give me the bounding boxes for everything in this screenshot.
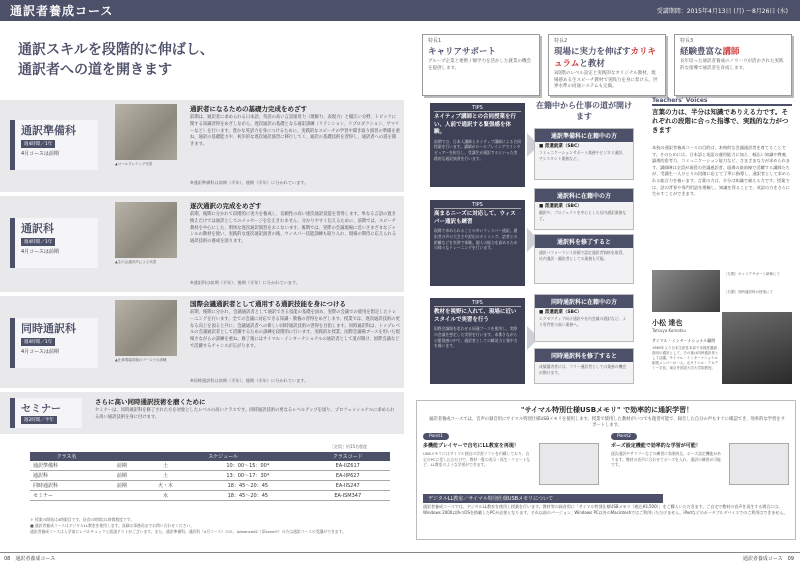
table-row: 通訳準備科 前期 土 10：00～15：00* EA-IIZ617 [30, 461, 390, 471]
usb-section: "サイマル特別仕様USBメモリ" で効率的に通訳学習！ 通訳者養成コースでは、音声の録音用にサイマル特別仕様USBメモリを使用します。授業で使用した教材がいつでも復習可能で、録音した自分の声もすぐに確認でき、効率的な学習をサポートします。 Point1 多機能プレイヤーで自宅にLL教室を再現！ USBメモリにはサイマル独自の学習ソフトを内蔵しており、自宅のPCに差し込むだけで、教材一覧の表示・再生・リピートなど、LL教室のような学習ができます。 Point2 ポーズ設定機能で効率的な学習が可能！ 逐次通訳やサマリーなどの練習に効果的な、ポーズ設定機能があります。教材の音声に合わせてポーズを入れ、通訳の練習が可能です。 デジタルLL教室／サイマル特別仕様USBメモリについて 通訳者養成コースでは、デジタルLL教室を使用し授業を行います。教材等の録音用に「サイマル特別仕様USBメモリ（税込¥3,500）」をご購入いただきます。ご自宅で教材の音声を再生する場合には、Windows 2000以降のOSを搭載したPCが必要となります。それ以前のバージョン、Windows PC以外のMacintoshではご利用いただけません。iPodなどのポータブルデバイスでのご利用はできません。 [416, 400, 796, 540]
table-row: セミナー 水 18：45～20：45 EA-ISM347 [30, 491, 390, 501]
point-1: Point1 多機能プレイヤーで自宅にLL教室を再現！ USBメモリにはサイマル独自の学習ソフトを内蔵しており、自宅のPCに差し込むだけで、教材一覧の表示・再生・リピートなど、LL教室のような学習ができます。 [423, 434, 531, 468]
feature-3: 特長3 経験豊富な講師 長年培った通訳者養成のノウハウが活かされた実践的な指導で通訳者を育成します。 [674, 34, 792, 96]
schedule-table: クラス名 スケジュール クラスコード 通訳準備科 前期 土 10：00～15：00* EA-IIZ617 通訳科 前期 土 13：00～17：30* EA-IIP627 同時通訳科 前期 火・木 18：45～20：45 EA-IIS247 セミナー 水 18：45～20：45 EA-ISM347 [30, 452, 390, 501]
table-row: 通訳科 前期 土 13：00～17：30* EA-IIP627 [30, 471, 390, 481]
feature-1: 特長1 キャリアサポート グループ企業と連携 / 額学力を活かした就業の機会を提供します。 [422, 34, 540, 96]
course-photo [115, 104, 177, 160]
brochure-spread: 通訳者養成コース 受講期間：2015年4月13日 (月) ～8月26日 (水) 通訳スキルを段階的に伸ばし、 通訳者への道を開きます 特長1 キャリアサポート グループ企業と連携 / 額学力を活かした就業の機会を提供します。 特長2 現場に実力を伸ばすカリキュラムと教材 3段階のレベル設定と実践的なオリジナル教材。現場感ある生スピーチ教材で実践力を身に着ける。世界水準の同通システムも完備。 特長3 経験豊富な講師 長年培った通訳者養成のノウハウが活かされた実践的な指導で通訳者を育成します。 通訳準備科 週4時間／1年 4月コースは前期 ▲ロールプレイング実習 通訳者になるための基礎力完成をめざす 前期は、通訳者に求められる日本語、英語の高い言語運用力（理解力、表現力）と幅広い分野、トピックに関する知識習得をめざしながら、逐次通訳の基礎となる通訳訓練（リテンション、リプロダクション、サマリーなど）を行います。豊かな英語力を身につけるために、実践的なスピーチの学習や聞き取り演習の準備を重ね、通訳の基礎能力や、初歩的な逐次通訳演習に移行してく、通訳の基礎技術を習得し、通訳者への道を開きます。 ※通訳準備科は前期（半年）、後期（半年）に分かれています。 TIPS ネイティブ講師との合同授業を行い、人前で通訳する緊張感を体験。 前期では、日本人講師とネイティブ講師による合同授業を行います。講師がロールプレイングでインタビュアーを担当し、受講生が通訳するといった実践的な通訳演習を行います。 通訳科 週4時間／1年 4月コースは前期 ▲生の会議音声による実習 逐次通訳の完成をめざす 前期、後期に分かれて段階的に実力を養成し、信頼性の高い逐次通訳技能を習得します。単なる言語の置き換えだけでは通訳としてのメッセージを伝えきれません。分かりやすく伝えるために、前期では、スピーチ教材を中心にした、明快な逐次通訳演習をおこないます。後期では、実際の会議現場に近いさまざまなジャンルの教材を使い、実践的な逐次通訳演習の後、ウィスパー技能訓練も取り入れ、現場の期待に応えられる通訳技術の養成を図ります。 ※通訳科は前期（半年）、後期（半年）に分かれています。 TIPS 高まるニーズに対応して、ウィスパー通訳も練習 現場で求められることの多いウィスパー通訳。通訳者の声の大きさや訳出のタイミング、話者との距離などを実習で体験。個人の能力を高めるための様々なトレーニングを行います。 同時通訳科 週4時間／1年 4月コースは前期 ▲仕事現場同様のブースでの訓練 国際会議通訳者として通用する通訳技能を身につける 前期、後期に分かれ、会議通訳者として通訳できる技能の基礎を固め、実際の会議での使用を想定したトレーニングを行います。全ての会議に対応できる知識・教養の習得をめざします。授業では、逐次通訳技術の更なる向上を図ると共に、会議通訳者への新しい同時通訳技術の習得を目指します。同時通訳科は、トップレベルの会議通訳者として活躍するための訓練を段階的に行います。実践的な授業、国際会議場ブースを用いた現場さながらの訓練を重ね、修了後にはサイマル・インターナショナルの通訳者として道が開け、国際会議などで活躍するチャンスが広がります。 ※同時通訳科は前期（半年）、後期（半年）に分かれています。 TIPS 教材を視野に入れて、現場に近いスタイルで実習を行う 国際会議場を思わせる同通ブースを使用し、実際の会議を想定した実習を行います。本番さながらの緊張感の中で、通訳者としての瞬発力と集中力を養います。 在籍中から仕事の道が開けます 通訳準備科に在籍中の方 ■ 派遣就業（SBC） コミュニケーションサポート業務やビジネス通訳、アシスタント業務など。 通訳科に在籍中の方 ■ 派遣就業（SBC） 翻訳や、プロジェクトを中心とした社内通訳業務など。 通訳科を修了すると 通訳パフォーマンス評価で認定通訳者資格を取得。社内通訳・翻訳者としての業務も可能。 同時通訳科に在籍中の方 ■ 派遣就業（SBC） エグゼクティブ向け通訳や社内会議の通訳など。より専門性の高い業務へ。 同時通訳科を修了すると 成績優秀者には、フリー通訳者としての業務の機会が開けます。 Teachers' Voices 言葉の力は、半分は知識でありえる力です。それぞれの段階に合った指導で、実践的な力がつきます 本校の通訳者養成コースの目的は、本格的な会議通訳者を育てることです。そのためには、日本語と英語の運用能力に加え、幅広い知識や教養、論理的思考力、コミュニケーション能力など、さまざまな力が求められます。講師陣は全員が現役の会議通訳者。現場の最前線で活躍する講師たちが、受講生一人ひとりの段階に応じて丁寧に指導し、通訳者として求められる総合力を養います。言葉の力は、半分は知識で補える力です。授業では、話の背景や専門用語を理解し、知識を得ることで、英語の力をさらに生かすことができます。 ［左側］キャリアサポート研修にて ［右側］同時通訳科の授業にて 小松 達也 Tatsuya Komatsu サイマル・インターナショナル顧問 1960年より日本生産性本部で米国派遣調査団の通訳として、その後は同時通訳者として活躍。サイマル・インターナショナル創業メンバーの一人。元サイマル・アカデミー学長、東京外国語大学大学院教授。 セミナー 週2時間／半年 さらに高い同時通訳技術を磨くために セミナーは、同時通訳科を修了された方を対象としたレベルの高いクラスです。同時通訳技術の更なるレベルアップを図り、プロフェッショナルに求められる高い通訳技術を身に付けます。 ［定員］約15名程度 クラス名 スケジュール クラスコード 通訳準備科 前期 土 10：00～15：00* EA-IIZ617 通訳科 前期 土 13：00～17：30* EA-IIP627 同時通訳科 前期 火・木 18：45～20：45 EA-IIS247 セミナー 水 18：45～20：45 EA-ISM347 ＊ 授業の開始は4時限目です。昼食の時間は1時間程度です。 ■ 通訳者養成コースはデジタルLL教室を使用します。詳細は事務局までお問い合わせください。 通訳者養成コースは入学前にレベルチェックと面談テストがございます。また、通訳準備科、通訳科（4月コース）のみ、Advanced2（旧Level7）の方は通訳コースの受講ができます。 "サイマル特別仕様USBメモリ" で効率的に通訳学習！ 通訳者養成コースでは、音声の録音用にサイマル特別仕様USBメモリを使用します。授業で使用した教材がいつでも復習可能で、録音した自分の声もすぐに確認でき、効率的な学習をサポートします。 Point1 多機能プレイヤーで自宅にLL教室を再現！ USBメモリにはサイマル独自の学習ソフトを内蔵しており、自宅のPCに差し込むだけで、教材一覧の表示・再生・リピートなど、LL教室のような学習ができます。 Point2 ポーズ設定機能で効率的な学習が可能！ 逐次通訳やサマリーなどの練習に効果的な、ポーズ設定機能があります。教材の音声に合わせてポーズを入れ、通訳の練習が可能です。 デジタルLL教室／サイマル特別仕様USBメモリについて 通訳者養成コースでは、デジタルLL教室を使用し授業を行います。教材等の録音用に「サイマル特別仕様USBメモリ（税込¥3,500）」をご購入いただきます。ご自宅で教材の音声を再生する場合には、Windows 2000以降のOSを搭載したPCが必要となります。それ以前のバージョン、Windows PC以外のMacintoshではご利用いただけません。iPodなどのポータブルデバイスでのご利用はできません。 08 通訳者養成コース 通訳者養成コース 09 [0, 0, 800, 566]
mid-heading: 在籍中から仕事の道が開けます [536, 101, 632, 121]
course-note: ※通訳科は前期（半年）、後期（半年）に分かれています。 [190, 280, 300, 285]
course-desc: 前期、後期に分かれ、会議通訳者として通訳できる技能の基礎を固め、実際の会議での使用を想定したトレーニングを行います。全ての会議に対応できる知識・教養の習得をめざします。授業では、逐次通訳技術の更なる向上を図ると共に、会議通訳者への新しい同時通訳技術の習得を目指します。同時通訳科は、トップレベルの会議通訳者として活躍するための訓練を段階的に行います。実践的な授業、国際会議場ブースを用いた現場さながらの訓練を重ね、修了後にはサイマル・インターナショナルの通訳者として道が開け、国際会議などで活躍するチャンスが広がります。 [190, 310, 400, 349]
seminar-title: さらに高い同時通訳技術を磨くために [95, 398, 206, 406]
mid-box-4: 同時通訳科に在籍中の方 ■ 派遣就業（SBC） エグゼクティブ向け通訳や社内会議の通訳など。より専門性の高い業務へ。 [534, 294, 634, 342]
mid-box-1: 通訳準備科に在籍中の方 ■ 派遣就業（SBC） コミュニケーションサポート業務やビジネス通訳、アシスタント業務など。 [534, 128, 634, 180]
course-photo [115, 300, 177, 356]
tips-box: TIPS 高まるニーズに対応して、ウィスパー通訳も練習 現場で求められることの多いウィスパー通訳。通訳者の声の大きさや訳出のタイミング、話者との距離などを実習で体験。個人の能力を高めるための様々なトレーニングを行います。 [430, 200, 525, 286]
course-title: 逐次通訳の完成をめざす [190, 202, 262, 210]
course-name-box: 通訳科 週4時間／1年 4月コースは前期 [10, 218, 98, 268]
photo-caption: ▲生の会議音声による実習 [115, 260, 157, 264]
course-note: ※通訳準備科は前期（半年）、後期（半年）に分かれています。 [190, 180, 309, 185]
course-note: ※同時通訳科は前期（半年）、後期（半年）に分かれています。 [190, 378, 309, 383]
teachers-body: 本校の通訳者養成コースの目的は、本格的な会議通訳者を育てることです。そのためには、日本語と英語の運用能力に加え、幅広い知識や教養、論理的思考力、コミュニケーション能力など、さまざまな力が求められます。講師陣は全員が現役の会議通訳者。現場の最前線で活躍する講師たちが、受講生一人ひとりの段階に応じて丁寧に指導し、通訳者として求められる総合力を養います。言葉の力は、半分は知識で補える力です。授業では、話の背景や専門用語を理解し、知識を得ることで、英語の力をさらに生かすことができます。 [652, 145, 791, 197]
course-title: 通訳者になるための基礎力完成をめざす [190, 105, 307, 113]
tips-box: TIPS 教材を視野に入れて、現場に近いスタイルで実習を行う 国際会議場を思わせる同通ブースを使用し、実際の会議を想定した実習を行います。本番さながらの緊張感の中で、通訳者としての瞬発力と集中力を養います。 [430, 298, 525, 384]
course-period: 受講期間：2015年4月13日 (月) ～8月26日 (水) [656, 8, 788, 15]
mid-box-2: 通訳科に在籍中の方 ■ 派遣就業（SBC） 翻訳や、プロジェクトを中心とした社内通訳業務など。 [534, 188, 634, 230]
page-title: 通訳者養成コース [10, 4, 114, 18]
table-row: 同時通訳科 前期 火・木 18：45～20：45 EA-IIS247 [30, 481, 390, 491]
seminar-block: セミナー 週2時間／半年 さらに高い同時通訳技術を磨くために セミナーは、同時通訳科を修了された方を対象としたレベルの高いクラスです。同時通訳技術の更なるレベルアップを図り、プロフェッショナルに求められる高い通訳技術を身に付けます。 [0, 392, 404, 434]
mid-box-5: 同時通訳科を修了すると 成績優秀者には、フリー通訳者としての業務の機会が開けます。 [534, 348, 634, 384]
teachers-voices-title: Teachers' Voices [652, 97, 792, 106]
class-photo [652, 270, 720, 312]
capacity-note: ［定員］約15名程度 [330, 444, 368, 449]
course-desc: 前期、後期に分かれて段階的に実力を養成し、信頼性の高い逐次通訳技能を習得します。単なる言語の置き換えだけでは通訳としてのメッセージを伝えきれません。分かりやすく伝えるために、前期では、スピーチ教材を中心にした、明快な逐次通訳演習をおこないます。後期では、実際の会議現場に近いさまざまなジャンルの教材を使い、実践的な逐次通訳演習の後、ウィスパー技能訓練も取り入れ、現場の期待に応えられる通訳技術の養成を図ります。 [190, 212, 397, 245]
usb-info-desc: 通訳者養成コースでは、デジタルLL教室を使用し授業を行います。教材等の録音用に「サイマル特別仕様USBメモリ（税込¥3,500）」をご購入いただきます。ご自宅で教材の音声を再生する場合には、Windows 2000以降のOSを搭載したPCが必要となります。それ以前のバージョン、Windows PC以外のMacintoshではご利用いただけません。iPodなどのポータブルデバイスでのご利用はできません。 [423, 504, 788, 515]
usb-info-bar: デジタルLL教室／サイマル特別仕様USBメモリについて [423, 494, 663, 503]
teacher-name: 小松 達也 [652, 319, 683, 327]
usb-pause-screenshot [729, 443, 789, 485]
page-number-right: 通訳者養成コース 09 [742, 556, 794, 562]
course-name-box: 通訳準備科 週4時間／1年 4月コースは前期 [10, 120, 98, 170]
mid-box-3: 通訳科を修了すると 通訳パフォーマンス評価で認定通訳者資格を取得。社内通訳・翻訳者としての業務も可能。 [534, 234, 634, 284]
usb-software-screenshot [539, 443, 599, 485]
page-number-left: 08 通訳者養成コース [4, 556, 56, 562]
schedule-footnotes: ＊ 授業の開始は4時限目です。昼食の時間は1時間程度です。 ■ 通訳者養成コースはデジタルLL教室を使用します。詳細は事務局までお問い合わせください。 通訳者養成コースは入学前にレベルチェックと面談テストがございます。また、通訳準備科、通訳科（4月コース）のみ、Advanced2（旧Level7）の方は通訳コースの受講ができます。 [30, 517, 346, 534]
photo-caption: ▲ロールプレイング実習 [115, 162, 153, 166]
course-desc: 前期は、通訳者に求められる日本語、英語の高い言語運用力（理解力、表現力）と幅広い分野、トピックに関する知識習得をめざしながら、逐次通訳の基礎となる通訳訓練（リテンション、リプロダクション、サマリーなど）を行います。豊かな英語力を身につけるために、実践的なスピーチの学習や聞き取り演習の準備を重ね、通訳の基礎能力や、初歩的な逐次通訳演習に移行してく、通訳の基礎技術を習得し、通訳者への道を開きます。 [190, 115, 400, 148]
teachers-headline: 言葉の力は、半分は知識でありえる力です。それぞれの段階に合った指導で、実践的な力がつきます [652, 108, 789, 134]
course-name-box: 同時通訳科 週4時間／1年 4月コースは前期 [10, 318, 98, 368]
feature-2: 特長2 現場に実力を伸ばすカリキュラムと教材 3段階のレベル設定と実践的なオリジナル教材。現場感ある生スピーチ教材で実践力を身に着ける。世界水準の同通システムも完備。 [548, 34, 666, 96]
course-photo [115, 202, 177, 258]
headline: 通訳スキルを段階的に伸ばし、 通訳者への道を開きます [18, 42, 214, 78]
point-2: Point2 ポーズ設定機能で効率的な学習が可能！ 逐次通訳やサマリーなどの練習に効果的な、ポーズ設定機能があります。教材の音声に合わせてポーズを入れ、通訳の練習が可能です。 [611, 434, 721, 468]
course-title: 国際会議通訳者として通用する通訳技能を身につける [190, 300, 346, 308]
teacher-portrait [722, 312, 792, 384]
seminar-desc: セミナーは、同時通訳科を修了された方を対象としたレベルの高いクラスです。同時通訳技術の更なるレベルアップを図り、プロフェッショナルに求められる高い通訳技術を身に付けます。 [95, 408, 395, 420]
header-bar [0, 0, 800, 21]
photo-caption: ▲仕事現場同様のブースでの訓練 [115, 358, 167, 362]
usb-title: "サイマル特別仕様USBメモリ" で効率的に通訳学習！ [520, 406, 694, 414]
teacher-bio: 1960年より日本生産性本部で米国派遣調査団の通訳として、その後は同時通訳者として活躍。サイマル・インターナショナル創業メンバーの一人。元サイマル・アカデミー学長、東京外国語大学大学院教授。 [652, 346, 719, 370]
tips-box: TIPS ネイティブ講師との合同授業を行い、人前で通訳する緊張感を体験。 前期では、日本人講師とネイティブ講師による合同授業を行います。講師がロールプレイングでインタビュアーを担当し、受講生が通訳するといった実践的な通訳演習を行います。 [430, 103, 525, 187]
footer-rule [0, 552, 800, 553]
